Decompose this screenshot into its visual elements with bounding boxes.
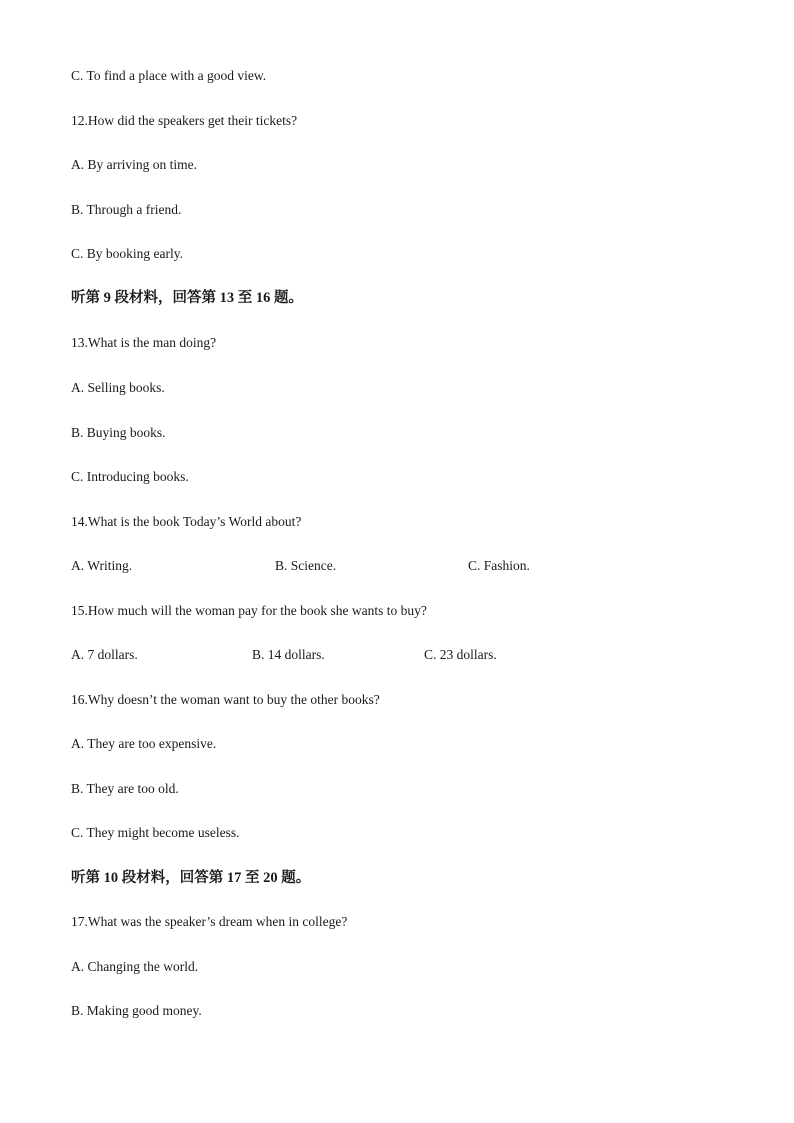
- q13-option-b: B. Buying books.: [71, 425, 166, 440]
- q13-option-c: C. Introducing books.: [71, 469, 189, 484]
- q15-options-row: [0, 647, 794, 663]
- q12-question: 12.How did the speakers get their tickets?: [71, 113, 298, 128]
- section-9-heading: 听第 9 段材料，回答第 13 至 16 题。: [71, 290, 303, 306]
- q14-option-c: C. Fashion.: [468, 558, 530, 573]
- q14-options-row: [0, 558, 794, 574]
- q12-option-a: A. By arriving on time.: [71, 157, 197, 172]
- q11-option-c: C. To find a place with a good view.: [71, 68, 267, 83]
- q12-option-c: C. By booking early.: [71, 246, 183, 261]
- q14-option-b: B. Science.: [275, 558, 337, 573]
- q15-question: 15.How much will the woman pay for the book she wants to buy?: [71, 603, 427, 618]
- q16-option-c: C. They might become useless.: [71, 825, 240, 840]
- q15-option-a: A. 7 dollars.: [71, 647, 138, 662]
- section-10-heading: 听第 10 段材料，回答第 17 至 20 题。: [71, 870, 311, 886]
- q17-question: 17.What was the speaker’s dream when in college?: [71, 914, 348, 929]
- q17-option-b: B. Making good money.: [71, 1003, 202, 1018]
- q14-option-a: A. Writing.: [71, 558, 133, 573]
- q15-option-b: B. 14 dollars.: [252, 647, 325, 662]
- q12-option-b: B. Through a friend.: [71, 202, 182, 217]
- q13-question: 13.What is the man doing?: [71, 335, 217, 350]
- q13-option-a: A. Selling books.: [71, 380, 165, 395]
- q17-option-a: A. Changing the world.: [71, 959, 199, 974]
- q14-question: 14.What is the book Today’s World about?: [71, 514, 302, 529]
- q16-option-a: A. They are too expensive.: [71, 736, 217, 751]
- q16-question: 16.Why doesn’t the woman want to buy the other books?: [71, 692, 380, 707]
- q16-option-b: B. They are too old.: [71, 781, 179, 796]
- q15-option-c: C. 23 dollars.: [424, 647, 497, 662]
